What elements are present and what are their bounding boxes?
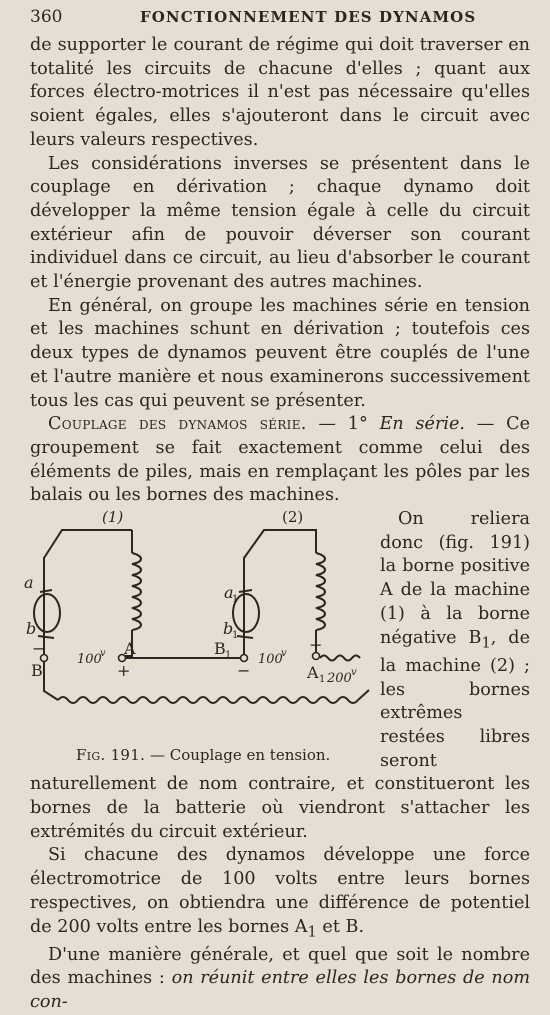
label-brush-b: b <box>26 619 37 639</box>
wire-m1-left <box>44 530 132 648</box>
section-dash: — 1° <box>306 414 380 435</box>
label-B1-sub: 1 <box>225 650 232 662</box>
minus-terminal-2: − <box>237 661 251 681</box>
figure-caption <box>76 744 330 768</box>
paragraph-1: de supporter le courant de régime qui doit traverser en totalité les circuits de chacune d'elles ; quant aux forces électro-motrices il n'est pas nécessaire qu'elles soient égales, elles s'ajouteront dans le circuit avec leurs valeurs respectives. <box>30 35 530 150</box>
section-subheading: En série. <box>379 414 465 435</box>
paragraph-7-italic: on réunit entre elles les bornes de nom con- <box>30 968 530 1013</box>
wire-m2-left <box>244 530 316 658</box>
label-A1-sub: 1 <box>319 674 326 686</box>
armature-m1 <box>34 594 60 632</box>
paragraph-6 <box>30 844 530 943</box>
running-title: FONCTIONNEMENT DES DYNAMOS <box>140 8 477 26</box>
label-brush-b1-sub: 1 <box>232 630 239 642</box>
figure-191 <box>24 508 372 773</box>
label-brush-a: a <box>24 573 34 593</box>
voltage-machine-2: 100 <box>258 652 283 668</box>
series-coupling-diagram <box>24 508 372 773</box>
label-brush-a1-sub: 1 <box>232 594 239 606</box>
paragraph-7 <box>30 944 530 1015</box>
paragraph-4-text: — Ce groupement se fait exactement comme celui des éléments de piles, mais en remplaçant les pôles par les balais ou les bornes des machines. <box>30 414 531 506</box>
label-machine-2: (2) <box>282 508 304 527</box>
body-text <box>24 34 531 1015</box>
paragraph-2: Les considérations inverses se présentent dans le couplage en dérivation ; chaque dynamo doit développer la même tension égale à celle du circuit extérieur afin de pouvoir déverser son courant individuel dans ce circuit, au lieu d'absorber le courant et l'énergie provenant des autres machines. <box>30 153 530 293</box>
volt-unit-1: v <box>100 648 106 660</box>
minus-terminal-1: − <box>32 639 46 659</box>
paragraph-6-end: et B. <box>316 916 365 937</box>
label-brush-b1: b <box>223 619 234 639</box>
voltage-total: 200 <box>327 671 352 687</box>
external-circuit <box>58 697 358 703</box>
coil-m2 <box>316 553 325 630</box>
paragraph-5-text-2: , de la machine (2) ; les bornes extrêmes restées libres seront naturellement de nom contraire, et constitueront les bornes de la batterie où viendront s'attacher les extrémités du circuit extérieur. <box>30 627 530 842</box>
label-B: B <box>31 661 43 681</box>
voltage-machine-1: 100 <box>77 652 102 668</box>
label-A: A <box>124 639 136 659</box>
paragraph-4 <box>30 413 530 508</box>
caption-label: Fig. 191. <box>76 746 146 765</box>
volt-unit-total: v <box>351 667 357 679</box>
paragraph-6-sub: 1 <box>307 923 317 941</box>
coil-m1 <box>132 553 141 630</box>
label-A1: A <box>307 663 319 683</box>
page-number: 360 <box>30 7 63 27</box>
paragraph-6-text: Si chacune des dynamos développe une force électromotrice de 100 volts entre leurs bornes respectives, on obtiendra une différence de potentiel de 200 volts entre les bornes A <box>30 845 530 937</box>
caption-text: — Couplage en tension. <box>145 746 331 765</box>
section-heading: Couplage des dynamos série. <box>48 414 307 435</box>
label-brush-a1: a <box>224 583 234 603</box>
plus-terminal-2: + <box>309 635 323 655</box>
plus-terminal-1: + <box>117 661 131 681</box>
label-machine-1: (1) <box>102 508 124 527</box>
paragraph-7-text: D'une manière générale, et quel que soit le nombre des machines : <box>30 944 530 989</box>
paragraph-3: En général, on groupe les machines série en tension et les machines schunt en dérivation ; toutefois ces deux types de dynamos peuvent être couplés de l'une et l'autre manière et nous examinerons successivement tous les cas qui peuvent se présenter. <box>30 295 530 411</box>
volt-unit-2: v <box>281 648 287 660</box>
label-B1: B <box>214 639 226 659</box>
page-header <box>30 5 528 29</box>
paragraph-5-text: On reliera donc (fig. 191) la borne positive A de la machine (1) à la borne négative B <box>380 509 530 648</box>
paragraph-5-sub: 1 <box>481 634 491 652</box>
